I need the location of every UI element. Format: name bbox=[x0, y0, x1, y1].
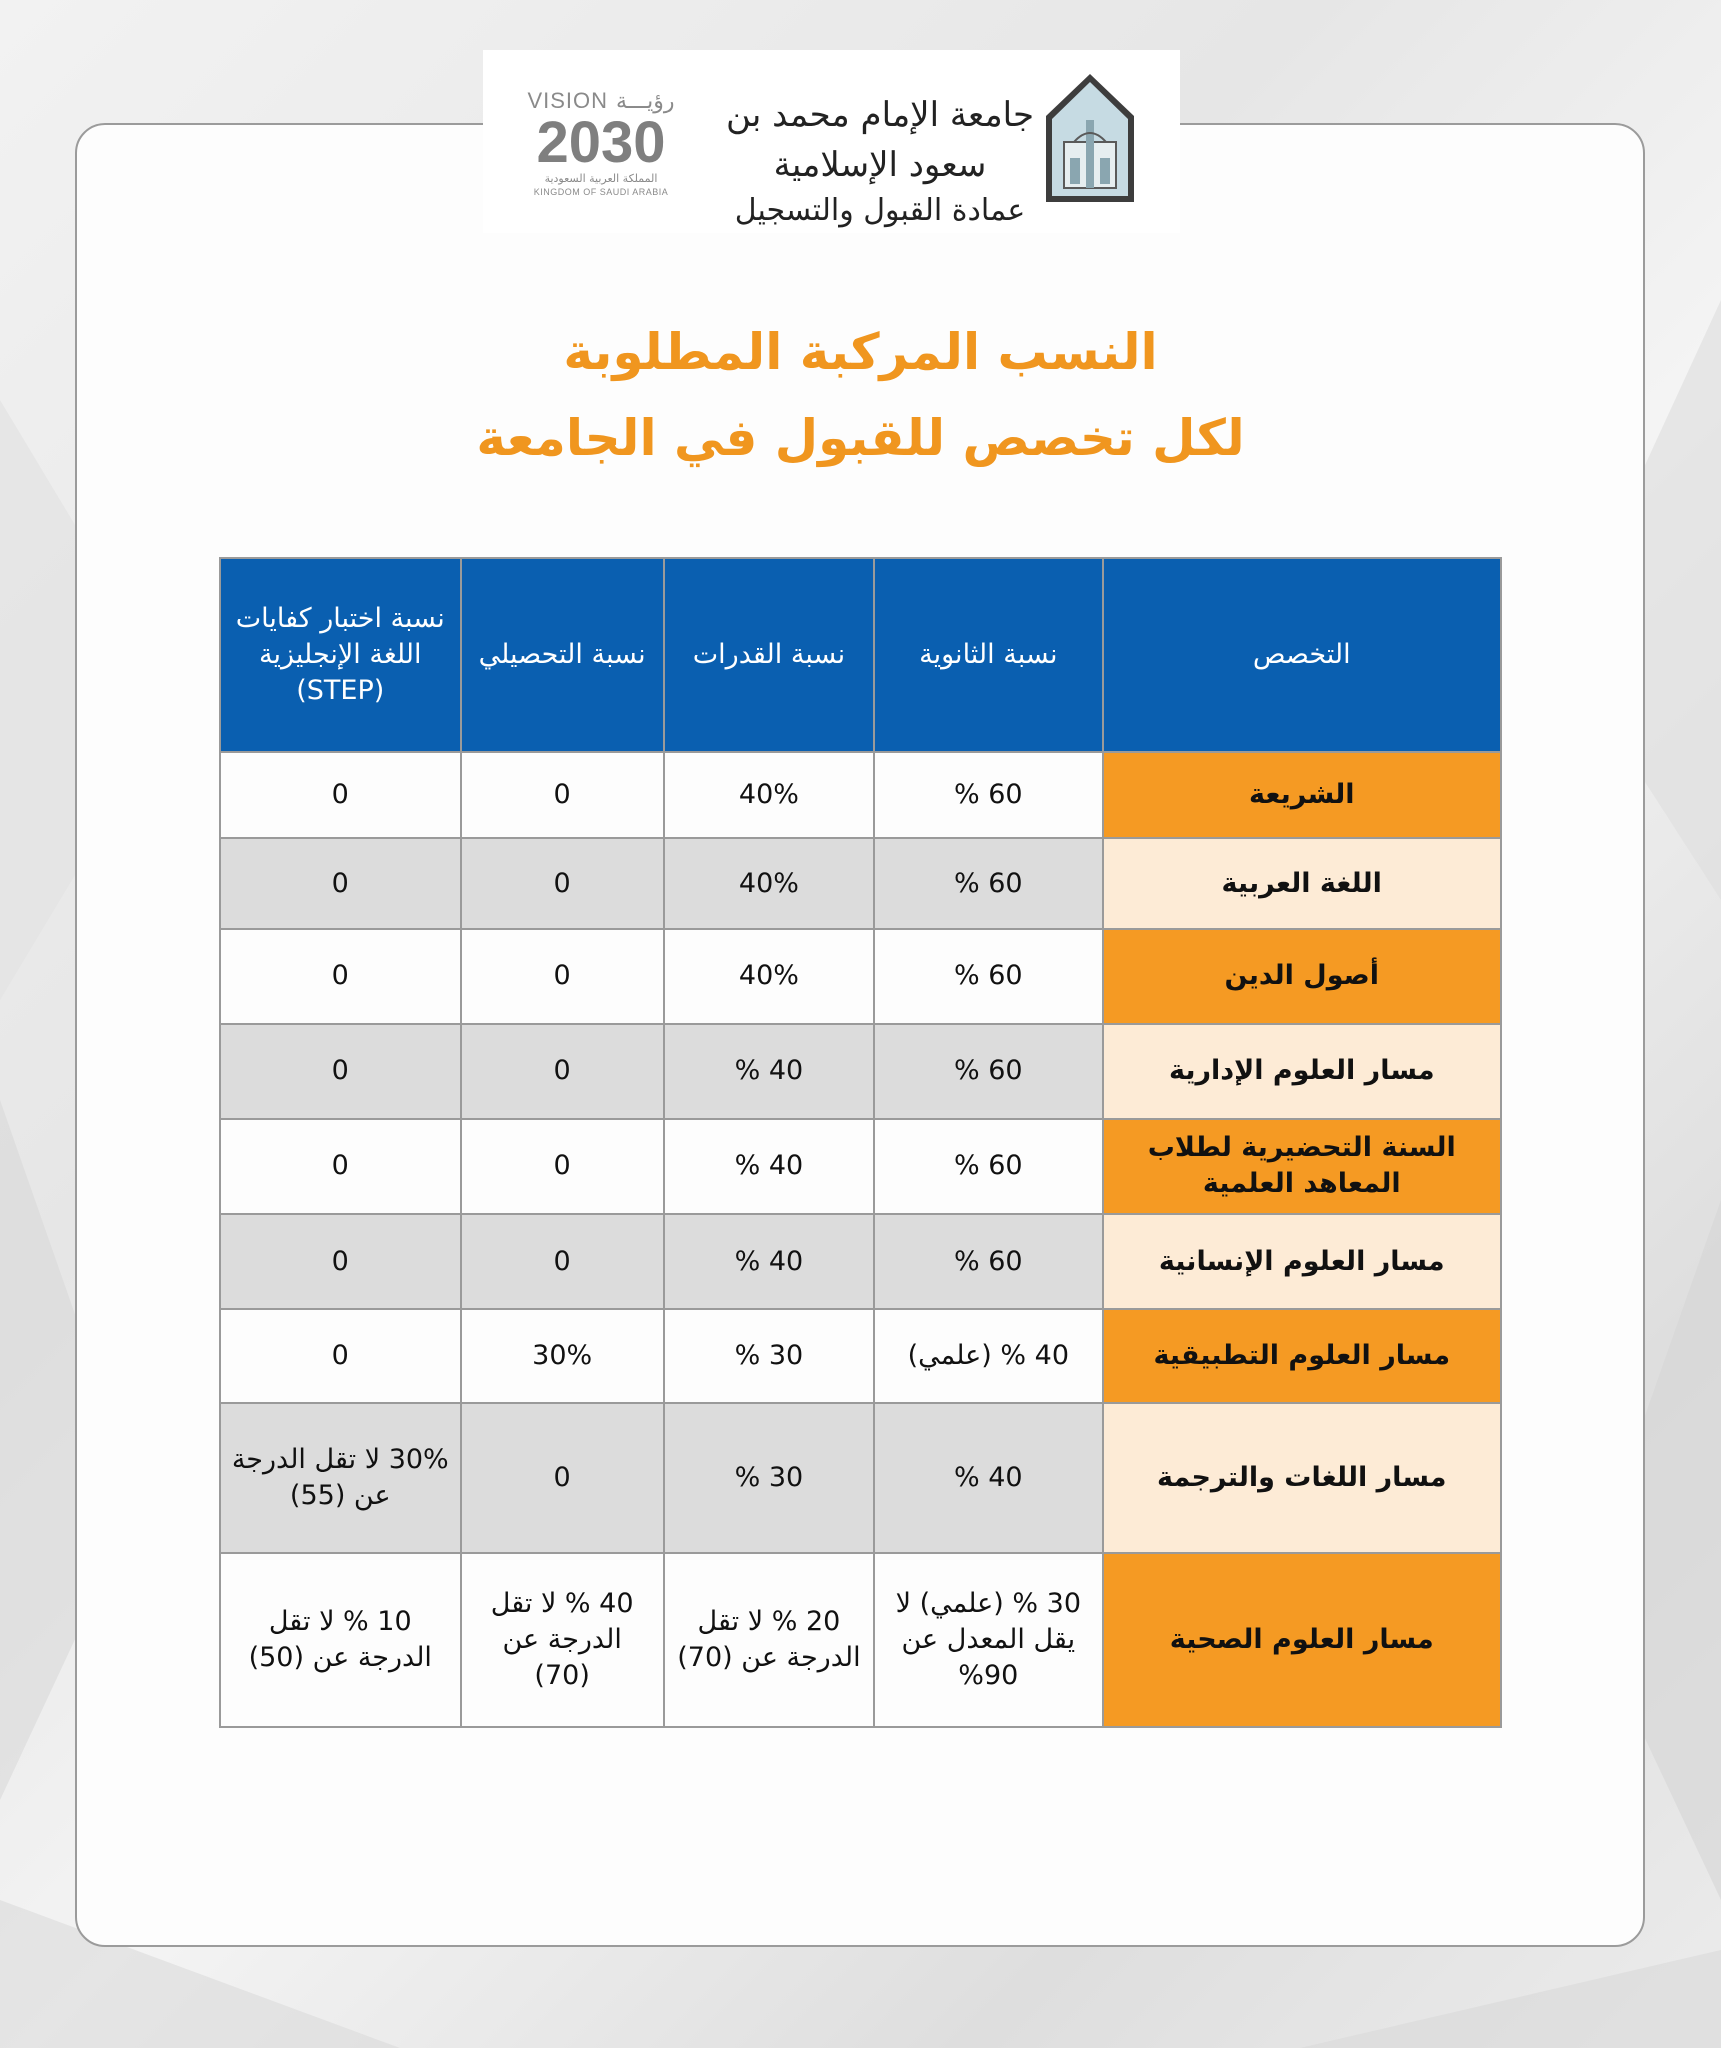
university-seal-icon bbox=[1044, 72, 1136, 204]
header-aptitude: نسبة القدرات bbox=[664, 558, 874, 752]
cell-specialty: أصول الدين bbox=[1103, 929, 1501, 1023]
header-step: نسبة اختبار كفايات اللغة الإنجليزية (STEP) bbox=[220, 558, 461, 752]
table-row bbox=[220, 929, 1501, 1023]
header-specialty: التخصص bbox=[1103, 558, 1501, 752]
department-name: عمادة القبول والتسجيل bbox=[734, 193, 1026, 228]
cell-step: 10 % لا تقل الدرجة عن (50) bbox=[220, 1553, 461, 1727]
cell-step: 0 bbox=[220, 1024, 461, 1119]
table-row bbox=[220, 1024, 1501, 1119]
table-row bbox=[220, 1553, 1501, 1727]
cell-aptitude: 40% bbox=[664, 752, 874, 838]
cell-aptitude: 40% bbox=[664, 838, 874, 929]
cell-specialty: مسار اللغات والترجمة bbox=[1103, 1403, 1501, 1552]
cell-aptitude: 30 % bbox=[664, 1403, 874, 1552]
header-achievement: نسبة التحصيلي bbox=[461, 558, 664, 752]
vision-label-ar: رؤيـــة bbox=[616, 88, 675, 113]
cell-secondary: 40 % (علمي) bbox=[874, 1309, 1102, 1403]
page-title-line2: لكل تخصص للقبول في الجامعة bbox=[476, 409, 1245, 467]
table-row bbox=[220, 752, 1501, 838]
cell-achievement: 0 bbox=[461, 838, 664, 929]
cell-secondary: 60 % bbox=[874, 1214, 1102, 1309]
cell-secondary: 60 % bbox=[874, 1024, 1102, 1119]
cell-achievement: 0 bbox=[461, 1024, 664, 1119]
cell-achievement: 0 bbox=[461, 1403, 664, 1552]
admission-ratios-table bbox=[219, 557, 1502, 1728]
cell-step: 0 bbox=[220, 752, 461, 838]
cell-achievement: 30% bbox=[461, 1309, 664, 1403]
table-row bbox=[220, 1309, 1501, 1403]
table-row bbox=[220, 1214, 1501, 1309]
cell-specialty: مسار العلوم الإدارية bbox=[1103, 1024, 1501, 1119]
cell-secondary: 30 % (علمي) لا يقل المعدل عن 90% bbox=[874, 1553, 1102, 1727]
cell-secondary: 60 % bbox=[874, 929, 1102, 1023]
cell-step: 0 bbox=[220, 929, 461, 1023]
table-row bbox=[220, 838, 1501, 929]
vision-country-en: KINGDOM OF SAUDI ARABIA bbox=[533, 187, 669, 197]
cell-secondary: 60 % bbox=[874, 752, 1102, 838]
cell-specialty: الشريعة bbox=[1103, 752, 1501, 838]
cell-achievement: 0 bbox=[461, 1119, 664, 1214]
cell-aptitude: 20 % لا تقل الدرجة عن (70) bbox=[664, 1553, 874, 1727]
cell-secondary: 60 % bbox=[874, 1119, 1102, 1214]
cell-step: 0 bbox=[220, 1119, 461, 1214]
cell-step: 30% لا تقل الدرجة عن (55) bbox=[220, 1403, 461, 1552]
cell-specialty: مسار العلوم الإنسانية bbox=[1103, 1214, 1501, 1309]
cell-achievement: 0 bbox=[461, 752, 664, 838]
cell-step: 0 bbox=[220, 1214, 461, 1309]
university-logo-text bbox=[720, 90, 1040, 232]
cell-aptitude: 30 % bbox=[664, 1309, 874, 1403]
cell-aptitude: 40% bbox=[664, 929, 874, 1023]
cell-achievement: 40 % لا تقل الدرجة عن (70) bbox=[461, 1553, 664, 1727]
cell-achievement: 0 bbox=[461, 1214, 664, 1309]
cell-aptitude: 40 % bbox=[664, 1024, 874, 1119]
header bbox=[483, 50, 1180, 233]
cell-specialty: مسار العلوم التطبيقية bbox=[1103, 1309, 1501, 1403]
vision-2030-logo bbox=[511, 88, 691, 208]
cell-aptitude: 40 % bbox=[664, 1214, 874, 1309]
cell-specialty: اللغة العربية bbox=[1103, 838, 1501, 929]
cell-aptitude: 40 % bbox=[664, 1119, 874, 1214]
vision-country-ar: المملكة العربية السعودية bbox=[544, 172, 658, 185]
university-name: جامعة الإمام محمد بن سعود الإسلامية bbox=[725, 95, 1035, 185]
table-row bbox=[220, 1403, 1501, 1552]
cell-specialty: مسار العلوم الصحية bbox=[1103, 1553, 1501, 1727]
page-title-line1: النسب المركبة المطلوبة bbox=[563, 323, 1158, 381]
cell-specialty: السنة التحضيرية لطلاب المعاهد العلمية bbox=[1103, 1119, 1501, 1214]
cell-secondary: 60 % bbox=[874, 838, 1102, 929]
table-header-row bbox=[220, 558, 1501, 752]
cell-step: 0 bbox=[220, 1309, 461, 1403]
header-secondary: نسبة الثانوية bbox=[874, 558, 1102, 752]
vision-label-en: VISION bbox=[527, 88, 609, 113]
table-row bbox=[220, 1119, 1501, 1214]
vision-year: 2030 bbox=[536, 110, 666, 175]
cell-secondary: 40 % bbox=[874, 1403, 1102, 1552]
cell-step: 0 bbox=[220, 838, 461, 929]
cell-achievement: 0 bbox=[461, 929, 664, 1023]
